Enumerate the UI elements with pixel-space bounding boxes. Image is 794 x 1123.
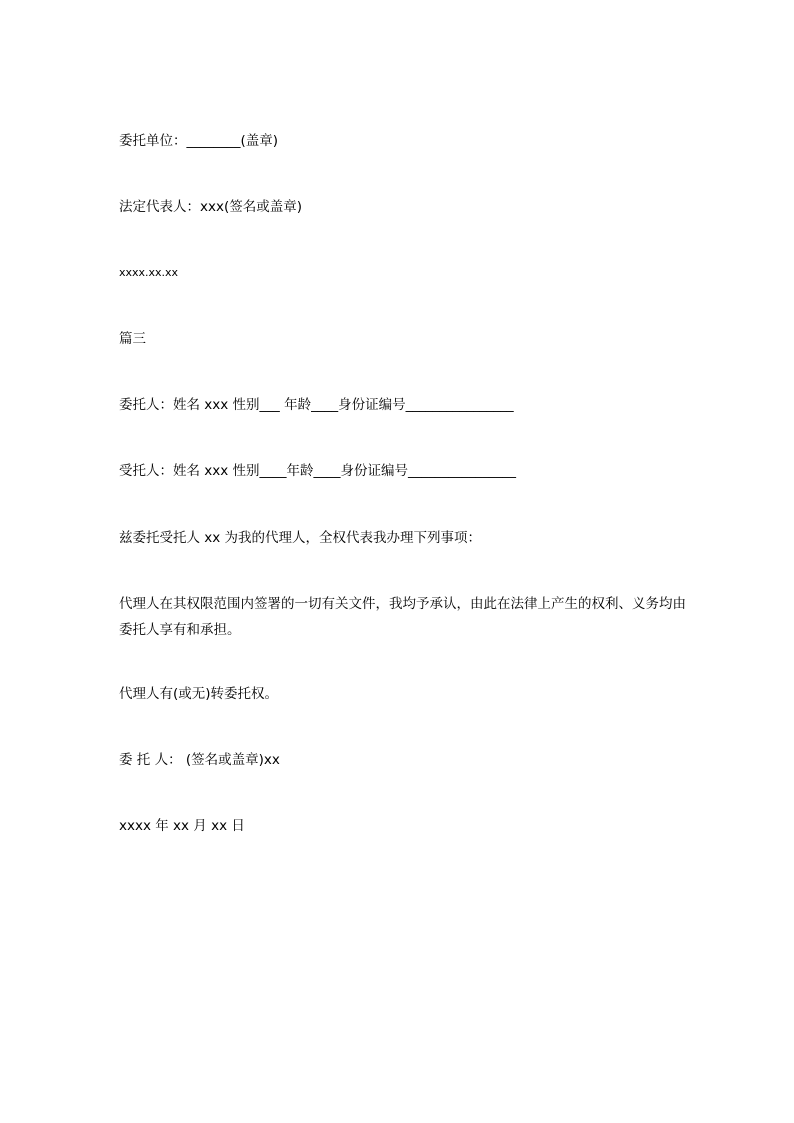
date-line-1: xxxx.xx.xx xyxy=(119,266,179,279)
legal-representative-line: 法定代表人：xxx(签名或盖章) xyxy=(119,199,303,215)
entrust-unit-line: 委托单位：________(盖章) xyxy=(119,133,279,149)
agent-info-line: 受托人：姓名 xxx 性别____年龄____身份证编号________________ xyxy=(119,463,517,479)
section-heading: 篇三 xyxy=(119,331,146,347)
date-line-2: xxxx 年 xx 月 xx 日 xyxy=(119,818,245,834)
sub-delegation-line: 代理人有(或无)转委托权。 xyxy=(119,686,279,702)
principal-info-line: 委托人：姓名 xxx 性别___ 年龄____身份证编号________________ xyxy=(119,397,514,413)
scope-paragraph: 代理人在其权限范围内签署的一切有关文件，我均予承认，由此在法律上产生的权利、义务均由委托人享有和承担。 xyxy=(119,596,686,638)
authorization-statement: 兹委托受托人 xx 为我的代理人，全权代表我办理下列事项： xyxy=(119,530,482,546)
signature-line: 委 托 人： (签名或盖章)xx xyxy=(119,752,280,768)
